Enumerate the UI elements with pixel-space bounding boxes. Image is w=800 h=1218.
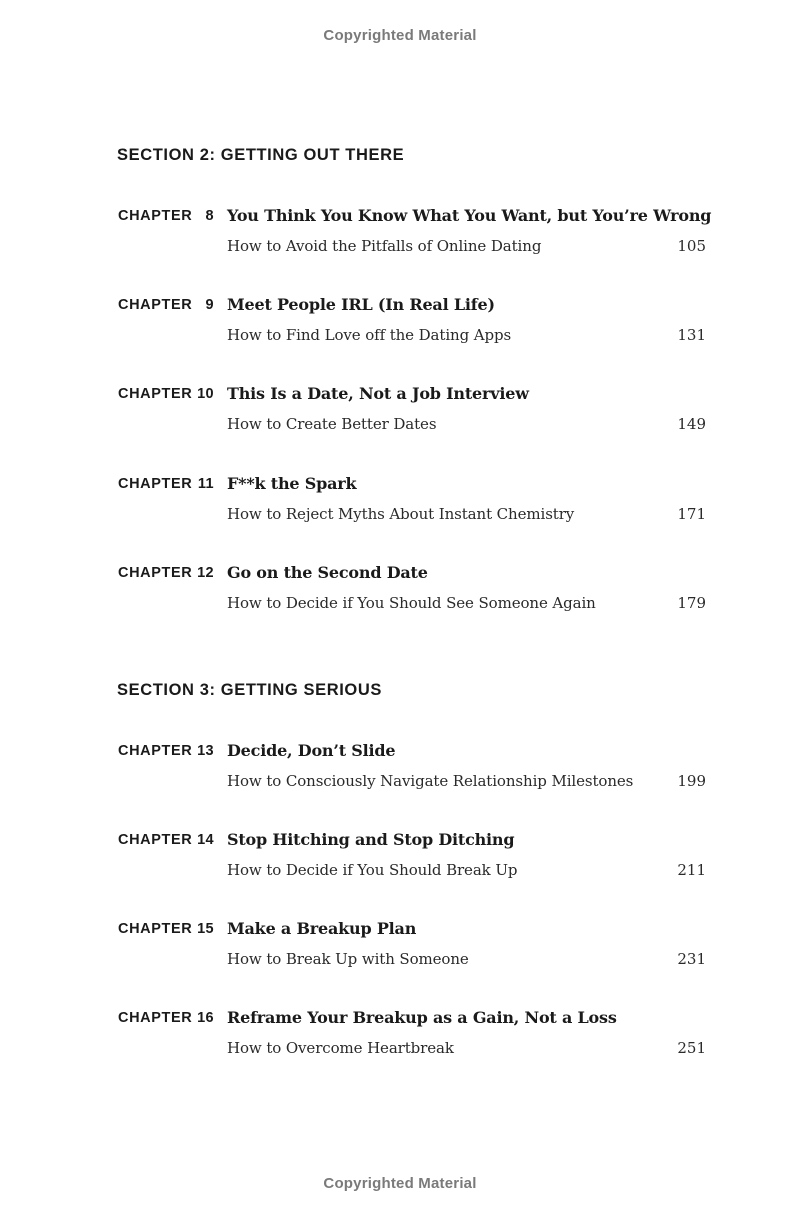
chapter-label: CHAPTER (118, 565, 193, 581)
chapter-title: Reframe Your Breakup as a Gain, Not a Loss (227, 1008, 617, 1027)
chapter-number: 16 (197, 1010, 214, 1026)
chapter-title: Decide, Don’t Slide (227, 741, 396, 760)
chapter-number: 13 (197, 743, 214, 759)
page-number: 211 (677, 861, 706, 879)
toc-entry-chapter-12[interactable] (0, 563, 800, 623)
page-number: 199 (677, 772, 706, 790)
chapter-number: 12 (197, 565, 214, 581)
watermark-top: Copyrighted Material (323, 27, 477, 44)
chapter-number: 14 (197, 832, 214, 848)
toc-entry-chapter-14[interactable] (0, 830, 800, 890)
section-heading: SECTION 2: GETTING OUT THERE (117, 146, 405, 164)
chapter-subtitle: How to Reject Myths About Instant Chemistry (227, 505, 575, 523)
chapter-subtitle: How to Break Up with Someone (227, 950, 469, 968)
chapter-subtitle: How to Decide if You Should See Someone Again (227, 594, 596, 612)
toc-entry-chapter-10[interactable] (0, 384, 800, 444)
watermark-bottom: Copyrighted Material (323, 1175, 477, 1192)
toc-entry-chapter-13[interactable] (0, 741, 800, 801)
chapter-number: 10 (197, 386, 214, 402)
page-number: 231 (677, 950, 706, 968)
page-number: 179 (677, 594, 706, 612)
chapter-number: 15 (197, 921, 214, 937)
chapter-number: 8 (205, 208, 214, 224)
page-number: 171 (677, 505, 706, 523)
chapter-label: CHAPTER (118, 1010, 193, 1026)
page-number: 149 (677, 415, 706, 433)
chapter-number: 9 (205, 297, 214, 313)
toc-entry-chapter-9[interactable] (0, 295, 800, 355)
chapter-subtitle: How to Overcome Heartbreak (227, 1039, 454, 1057)
toc-entry-chapter-15[interactable] (0, 919, 800, 979)
chapter-label: CHAPTER (118, 743, 193, 759)
section-heading: SECTION 3: GETTING SERIOUS (117, 681, 382, 699)
chapter-subtitle: How to Create Better Dates (227, 415, 437, 433)
chapter-title: F**k the Spark (227, 474, 357, 493)
toc-entry-chapter-11[interactable] (0, 474, 800, 534)
chapter-title: Make a Breakup Plan (227, 919, 417, 938)
page-number: 251 (677, 1039, 706, 1057)
chapter-title: Go on the Second Date (227, 563, 428, 582)
toc-entry-chapter-16[interactable] (0, 1008, 800, 1068)
chapter-title: Stop Hitching and Stop Ditching (227, 830, 515, 849)
chapter-subtitle: How to Consciously Navigate Relationship Milestones (227, 772, 634, 790)
chapter-label: CHAPTER (118, 297, 193, 313)
chapter-subtitle: How to Decide if You Should Break Up (227, 861, 518, 879)
page-number: 131 (677, 326, 706, 344)
chapter-label: CHAPTER (118, 832, 193, 848)
chapter-title: This Is a Date, Not a Job Interview (227, 384, 529, 403)
chapter-label: CHAPTER (118, 386, 193, 402)
chapter-number: 11 (197, 476, 214, 492)
chapter-label: CHAPTER (118, 208, 193, 224)
chapter-label: CHAPTER (118, 476, 193, 492)
page-number: 105 (677, 237, 706, 255)
chapter-title: Meet People IRL (In Real Life) (227, 295, 495, 314)
chapter-label: CHAPTER (118, 921, 193, 937)
chapter-subtitle: How to Find Love off the Dating Apps (227, 326, 512, 344)
chapter-title: You Think You Know What You Want, but You’re Wrong (227, 206, 712, 225)
toc-entry-chapter-8[interactable] (0, 206, 800, 266)
chapter-subtitle: How to Avoid the Pitfalls of Online Dating (227, 237, 542, 255)
